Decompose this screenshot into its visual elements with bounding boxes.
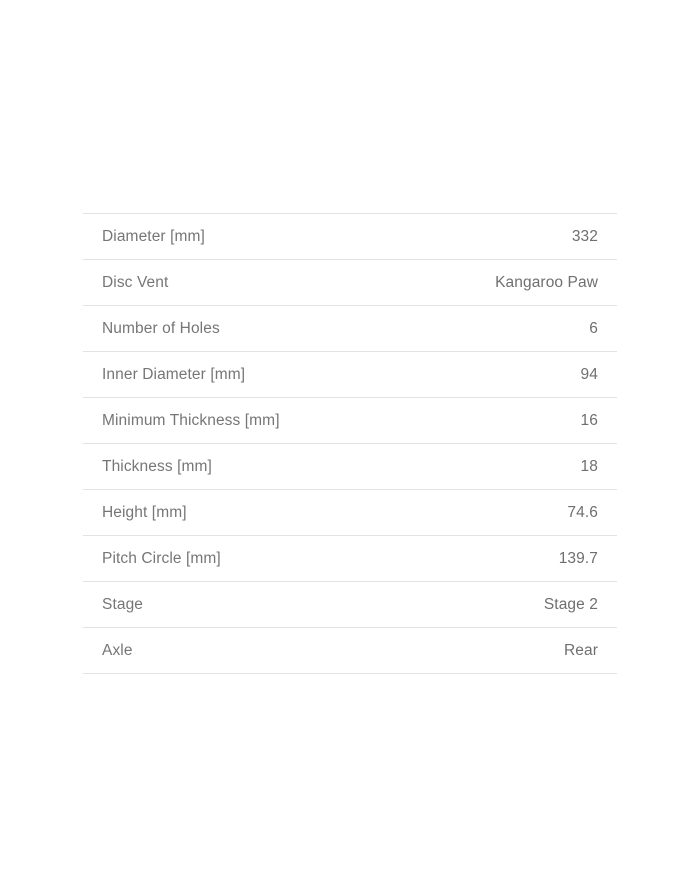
table-row	[83, 352, 617, 398]
spec-label: Inner Diameter [mm]	[102, 365, 246, 383]
spec-value: 332	[571, 227, 598, 245]
spec-value: Rear	[564, 641, 598, 659]
specification-table-body	[83, 214, 617, 674]
spec-label: Thickness [mm]	[102, 457, 212, 475]
spec-label: Axle	[102, 641, 133, 659]
spec-label: Minimum Thickness [mm]	[102, 411, 280, 429]
spec-label: Disc Vent	[102, 273, 169, 291]
table-row	[83, 214, 617, 260]
spec-value: Stage 2	[543, 595, 598, 613]
table-row	[83, 398, 617, 444]
table-row	[83, 306, 617, 352]
spec-value: 94	[580, 365, 598, 383]
table-row	[83, 260, 617, 306]
spec-value: Kangaroo Paw	[495, 273, 598, 291]
spec-label: Number of Holes	[102, 319, 220, 337]
table-row	[83, 490, 617, 536]
spec-value: 6	[589, 319, 598, 337]
specification-table-container	[83, 213, 617, 674]
table-row	[83, 582, 617, 628]
table-row	[83, 444, 617, 490]
spec-value: 74.6	[567, 503, 598, 521]
spec-label: Pitch Circle [mm]	[102, 549, 221, 567]
spec-value: 139.7	[558, 549, 598, 567]
spec-label: Stage	[102, 595, 144, 613]
table-row	[83, 628, 617, 674]
spec-value: 18	[580, 457, 598, 475]
table-row	[83, 536, 617, 582]
specification-table	[83, 213, 617, 674]
spec-value: 16	[580, 411, 598, 429]
spec-label: Height [mm]	[102, 503, 187, 521]
spec-label: Diameter [mm]	[102, 227, 205, 245]
